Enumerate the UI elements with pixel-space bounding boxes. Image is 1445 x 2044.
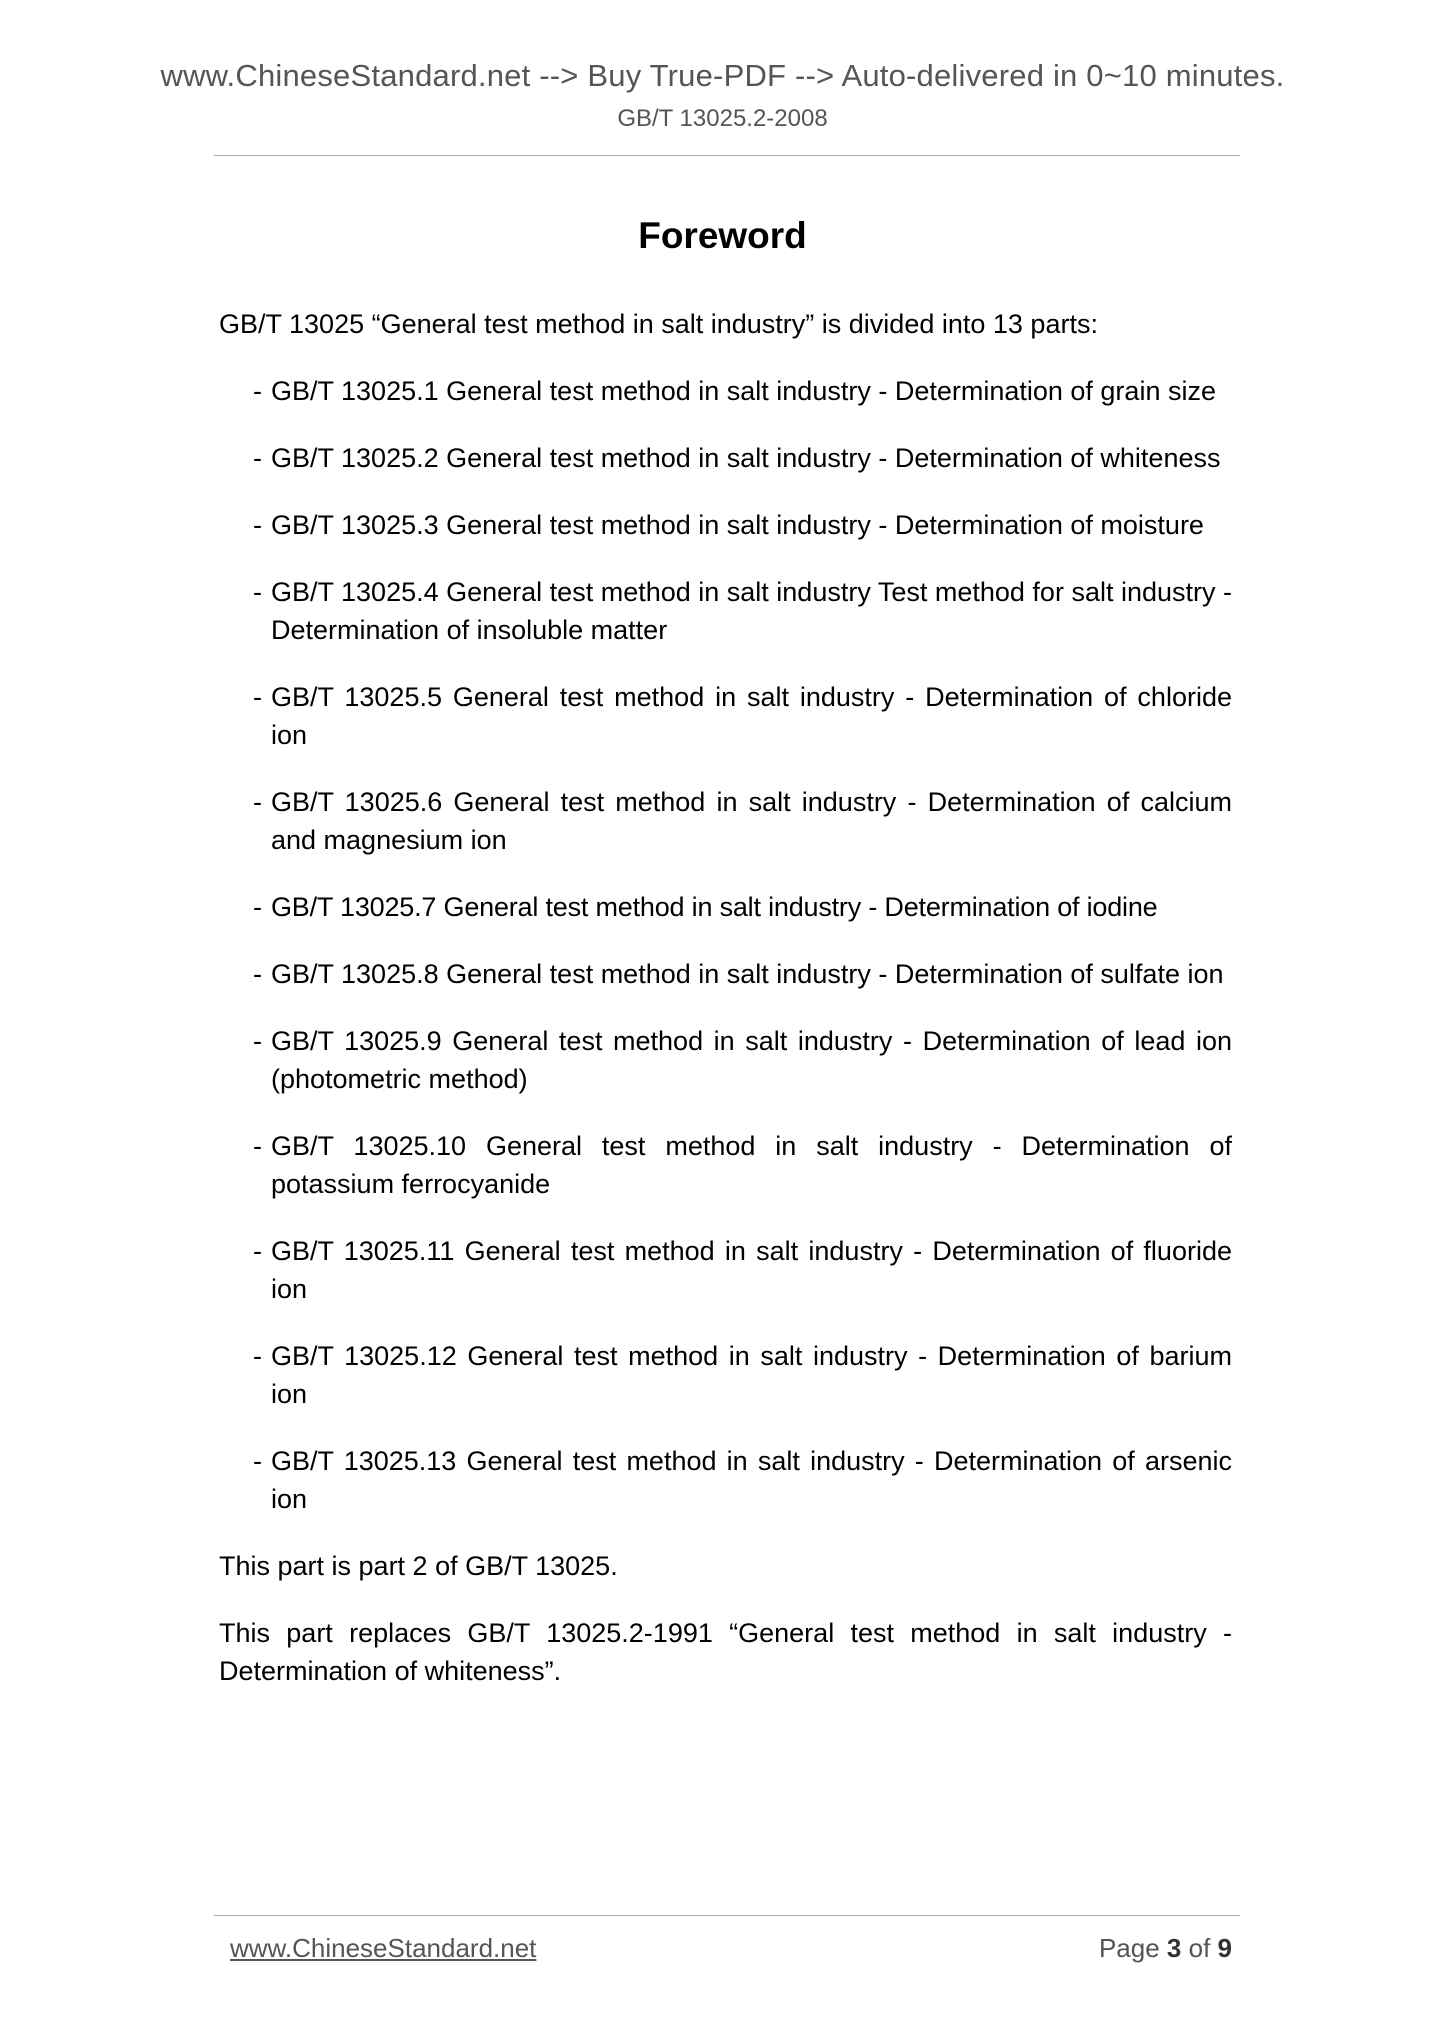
document-body (219, 305, 1232, 1719)
list-item-text: GB/T 13025.4 General test method in salt industry Test method for salt industry - Determination of insoluble matter (271, 577, 1232, 645)
page-of: of (1188, 1933, 1211, 1963)
list-dash: - (253, 1131, 262, 1161)
list-dash: - (253, 1446, 262, 1476)
list-dash: - (253, 959, 262, 989)
list-item (219, 1127, 1232, 1203)
footer-divider (214, 1915, 1240, 1916)
page-title: Foreword (638, 215, 807, 256)
list-item-text: GB/T 13025.2 General test method in salt industry - Determination of whiteness (271, 443, 1221, 473)
list-dash: - (253, 1236, 262, 1266)
list-dash: - (253, 787, 262, 817)
list-item-text: GB/T 13025.10 General test method in salt industry - Determination of potassium ferrocyanide (271, 1131, 1232, 1199)
list-item (219, 439, 1232, 477)
page-total: 9 (1217, 1933, 1232, 1963)
list-dash: - (253, 892, 262, 922)
header-divider (214, 155, 1240, 156)
list-item (219, 1022, 1232, 1098)
intro-paragraph: GB/T 13025 “General test method in salt industry” is divided into 13 parts: (219, 309, 1098, 339)
list-dash: - (253, 682, 262, 712)
list-item (219, 955, 1232, 993)
list-item (219, 1337, 1232, 1413)
list-item (219, 372, 1232, 410)
list-dash: - (253, 510, 262, 540)
list-item-text: GB/T 13025.5 General test method in salt industry - Determination of chloride ion (271, 682, 1232, 750)
list-dash: - (253, 443, 262, 473)
list-item (219, 506, 1232, 544)
list-item-text: GB/T 13025.3 General test method in salt industry - Determination of moisture (271, 510, 1204, 540)
list-item-text: GB/T 13025.9 General test method in salt industry - Determination of lead ion (photometric method) (271, 1026, 1232, 1094)
list-item (219, 888, 1232, 926)
replacement-statement: This part replaces GB/T 13025.2-1991 “General test method in salt industry - Determination of whiteness”. (219, 1618, 1232, 1686)
list-dash: - (253, 577, 262, 607)
list-item-text: GB/T 13025.1 General test method in salt industry - Determination of grain size (271, 376, 1216, 406)
part-statement: This part is part 2 of GB/T 13025. (219, 1551, 618, 1581)
list-item (219, 573, 1232, 649)
list-item (219, 678, 1232, 754)
list-item-text: GB/T 13025.8 General test method in salt industry - Determination of sulfate ion (271, 959, 1224, 989)
page-indicator (1099, 1933, 1232, 1964)
list-item (219, 1442, 1232, 1518)
page-current: 3 (1166, 1933, 1182, 1963)
footer-site-link[interactable]: www.ChineseStandard.net (230, 1933, 537, 1963)
header-doc-id: GB/T 13025.2-2008 (617, 105, 828, 132)
list-item (219, 783, 1232, 859)
header-banner: www.ChineseStandard.net --> Buy True-PDF --> Auto-delivered in 0~10 minutes. (160, 58, 1285, 93)
list-item-text: GB/T 13025.11 General test method in salt industry - Determination of fluoride ion (271, 1236, 1232, 1304)
list-item-text: GB/T 13025.7 General test method in salt industry - Determination of iodine (271, 892, 1158, 922)
list-item (219, 1232, 1232, 1308)
list-item-text: GB/T 13025.13 General test method in salt industry - Determination of arsenic ion (271, 1446, 1232, 1514)
list-dash: - (253, 1026, 262, 1056)
list-dash: - (253, 376, 262, 406)
list-dash: - (253, 1341, 262, 1371)
list-item-text: GB/T 13025.6 General test method in salt industry - Determination of calcium and magnesium ion (271, 787, 1232, 855)
parts-list (219, 372, 1232, 1518)
list-item-text: GB/T 13025.12 General test method in salt industry - Determination of barium ion (271, 1341, 1232, 1409)
page-prefix: Page (1098, 1933, 1160, 1963)
